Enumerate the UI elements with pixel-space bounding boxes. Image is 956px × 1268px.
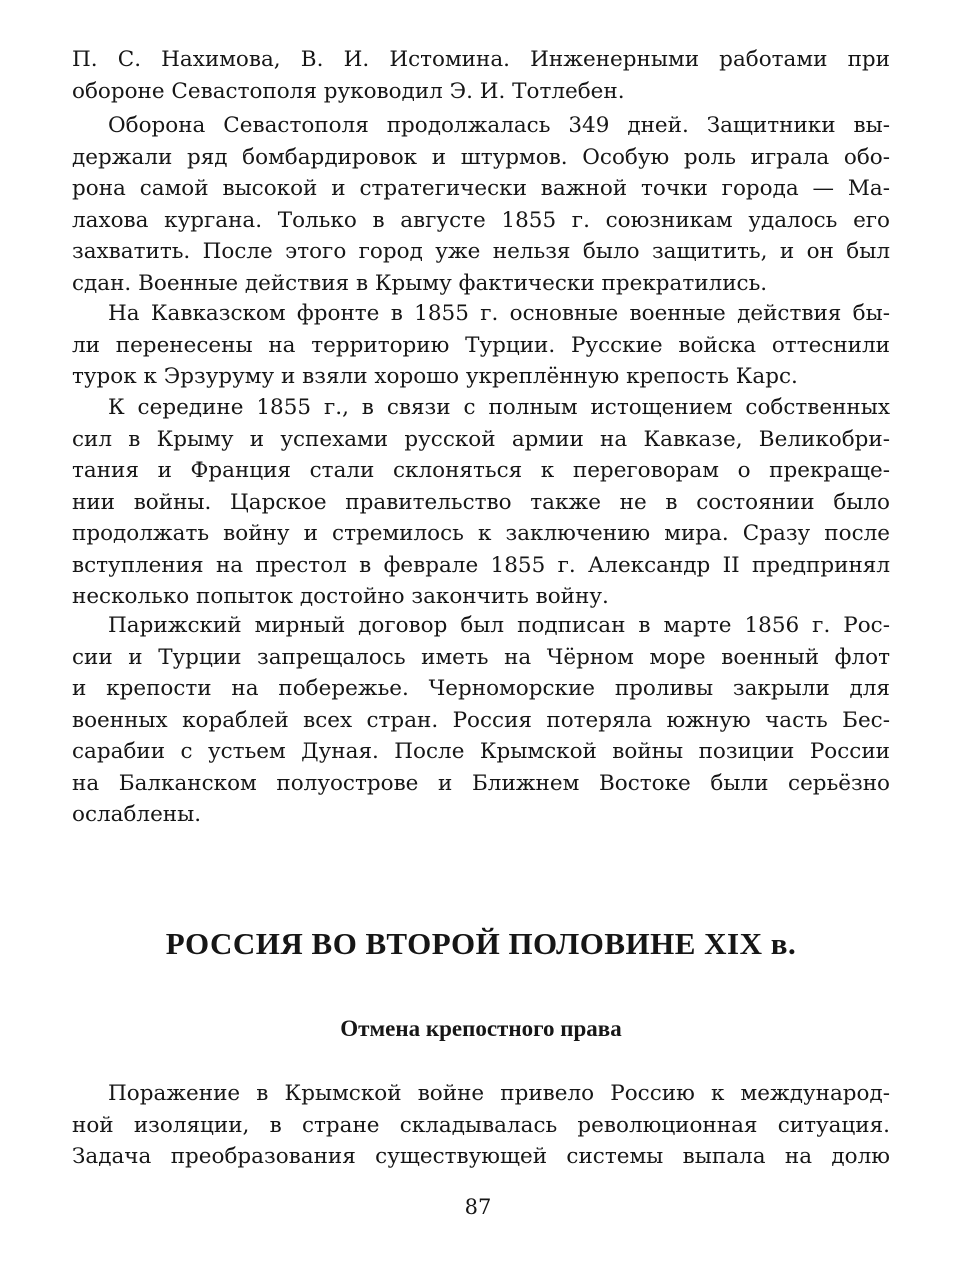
text-line: сарабии с устьем Дуная. После Крымской войны позиции России <box>72 739 890 764</box>
text-line: военных кораблей всех стран. Россия потеряла южную часть Бес- <box>72 707 890 733</box>
paragraph-3 <box>72 298 890 393</box>
text-line: захватить. После этого город уже нельзя было защитить, и он был <box>72 239 890 264</box>
subsection-heading: Отмена крепостного права <box>340 1016 622 1041</box>
text-line: ли перенесены на территорию Турции. Русские войска оттеснили <box>72 332 890 358</box>
text-line: К середине 1855 г., в связи с полным истощением собственных <box>108 395 890 420</box>
text-line: вступления на престол в феврале 1855 г. Александр II предпринял <box>72 552 890 578</box>
paragraph-5 <box>72 610 890 831</box>
text-line: Задача преобразования существующей системы выпала на долю <box>72 1144 890 1169</box>
page-number: 87 <box>464 1195 492 1219</box>
text-line: П. С. Нахимова, В. И. Истомина. Инженерными работами при <box>72 47 890 72</box>
text-line: продолжать войну и стремилось к заключению мира. Сразу после <box>72 521 890 546</box>
section-heading: РОССИЯ ВО ВТОРОЙ ПОЛОВИНЕ XIX в. <box>165 926 797 961</box>
text-line: рона самой высокой и стратегически важной точки города — Ма- <box>72 176 890 201</box>
text-line: сии и Турции запрещалось иметь на Чёрном море военный флот <box>72 644 890 670</box>
paragraph-6 <box>72 1078 890 1173</box>
text-line: несколько попыток достойно закончить войну. <box>72 584 609 609</box>
text-line: Оборона Севастополя продолжалась 349 дней. Защитники вы- <box>108 113 890 138</box>
text-line: Парижский мирный договор был подписан в марте 1856 г. Рос- <box>108 613 890 638</box>
text-line: обороне Севастополя руководил Э. И. Тотлебен. <box>72 78 625 104</box>
text-line: лахова кургана. Только в августе 1855 г. союзникам удалось его <box>72 207 890 233</box>
text-line: нии войны. Царское правительство также не в состоянии было <box>72 489 890 515</box>
text-line: ной изоляции, в стране складывалась революционная ситуация. <box>72 1112 890 1138</box>
text-line: тания и Франция стали склоняться к переговорам о прекраще- <box>72 458 890 483</box>
text-line: сил в Крыму и успехами русской армии на Кавказе, Великобри- <box>72 426 890 452</box>
text-line: турок к Эрзуруму и взяли хорошо укреплённую крепость Карс. <box>72 364 798 389</box>
text-line: и крепости на побережье. Черноморские проливы закрыли для <box>72 676 890 701</box>
paragraph-4 <box>72 392 890 613</box>
text-line: держали ряд бомбардировок и штурмов. Особую роль играла обо- <box>72 144 890 170</box>
text-line: На Кавказском фронте в 1855 г. основные военные действия бы- <box>108 301 890 326</box>
text-line: ослаблены. <box>72 802 202 827</box>
paragraph-2 <box>72 110 890 299</box>
text-line: Поражение в Крымской войне привело Россию к международ- <box>108 1081 890 1106</box>
paragraph-1 <box>72 44 890 107</box>
text-line: сдан. Военные действия в Крыму фактически прекратились. <box>72 270 768 296</box>
text-line: на Балканском полуострове и Ближнем Востоке были серьёзно <box>72 770 890 796</box>
